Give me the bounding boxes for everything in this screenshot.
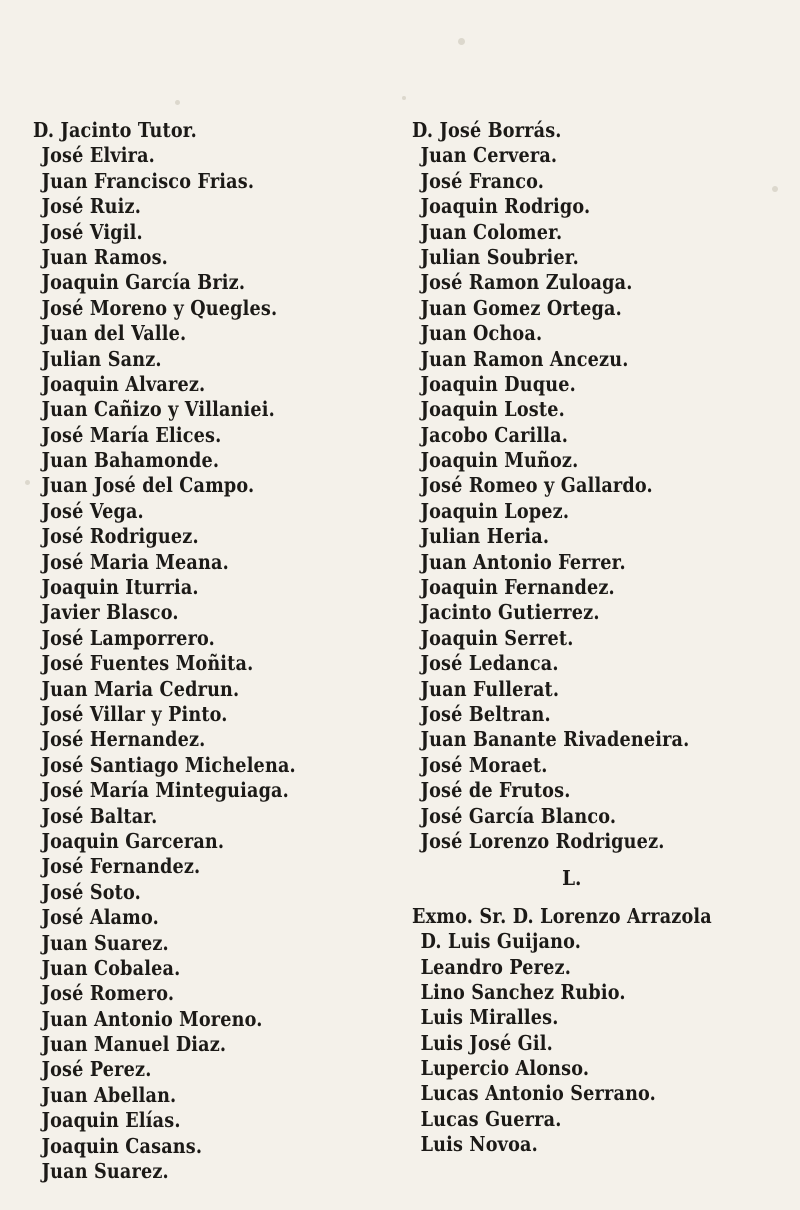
name-entry: José Vega. (41, 498, 144, 523)
name-entry: Julian Heria. (420, 524, 550, 549)
name-entry: José Ruiz. (41, 194, 142, 219)
name-entry: Juan Antonio Moreno. (41, 1006, 263, 1031)
name-entry: José Moraet. (420, 752, 548, 777)
name-entry: Joaquin Casans. (41, 1133, 203, 1158)
name-entry: José Ledanca. (420, 651, 559, 676)
name-entry: Joaquin Muñoz. (420, 448, 579, 473)
name-entry: José Fernandez. (41, 854, 201, 879)
name-entry: Joaquin García Briz. (41, 270, 246, 295)
right-l-names (412, 904, 792, 1158)
name-entry: Juan Fullerat. (420, 676, 560, 701)
paper-speck (25, 480, 30, 485)
name-entry: Joaquin Alvarez. (41, 371, 206, 396)
name-entry: Joaquin Elías. (41, 1108, 181, 1133)
name-entry: José Elvira. (41, 143, 155, 168)
name-entry: Joaquin Fernandez. (420, 575, 615, 600)
name-entry: Julian Soubrier. (420, 244, 579, 269)
name-entry: Juan Cervera. (420, 143, 558, 168)
name-entry: José Baltar. (41, 803, 158, 828)
name-entry: José Fuentes Moñita. (41, 651, 254, 676)
name-entry: Juan Colomer. (420, 219, 563, 244)
paper-speck (402, 96, 406, 100)
name-entry: Luis José Gil. (420, 1030, 553, 1055)
name-entry: Joaquin Loste. (420, 397, 565, 422)
name-entry: Julian Sanz. (41, 346, 162, 371)
name-entry: José Hernandez. (41, 727, 206, 752)
name-entry: Lupercio Alonso. (420, 1056, 590, 1081)
name-entry: Javier Blasco. (41, 600, 179, 625)
name-entry: José Franco. (420, 168, 545, 193)
name-entry: Juan Gomez Ortega. (420, 295, 622, 320)
name-entry: Joaquin Serret. (420, 625, 574, 650)
name-entry: José Ramon Zuloaga. (420, 270, 633, 295)
name-entry: Luis Novoa. (420, 1132, 538, 1157)
name-entry: D. José Borrás. (412, 118, 562, 142)
name-entry: Juan José del Campo. (41, 473, 255, 498)
name-entry: Jacinto Gutierrez. (420, 600, 600, 625)
name-entry: José Moreno y Quegles. (41, 295, 278, 320)
name-entry: Juan Cobalea. (41, 955, 181, 980)
section-heading-l (412, 866, 732, 891)
name-entry: Jacobo Carilla. (420, 422, 569, 447)
right-name-column (412, 118, 792, 1158)
name-entry: Juan del Valle. (41, 321, 187, 346)
name-entry: José María Minteguiaga. (41, 778, 289, 803)
name-entry: José Rodriguez. (41, 524, 199, 549)
name-entry: Juan Manuel Diaz. (41, 1032, 227, 1057)
name-entry: Juan Cañizo y Villaniei. (41, 397, 275, 422)
name-entry: Exmo. Sr. D. Lorenzo Arrazola (412, 903, 712, 928)
name-entry: Juan Bahamonde. (41, 448, 220, 473)
name-entry: Juan Ochoa. (420, 321, 543, 346)
name-entry: Juan Suarez. (41, 930, 169, 955)
name-entry: D. Luis Guijano. (420, 929, 582, 954)
name-entry: José Villar y Pinto. (41, 701, 228, 726)
name-entry: Juan Abellan. (41, 1082, 177, 1107)
name-entry: Juan Ramon Ancezu. (420, 346, 629, 371)
name-entry: Juan Antonio Ferrer. (420, 549, 626, 574)
name-entry: José García Blanco. (420, 803, 617, 828)
name-entry: Joaquin Rodrigo. (420, 194, 591, 219)
paper-speck (458, 38, 465, 45)
section-heading-text: L. (562, 866, 582, 891)
name-entry: José Maria Meana. (41, 549, 229, 574)
name-entry: José Romeo y Gallardo. (420, 473, 653, 498)
name-entry: Joaquin Garceran. (41, 828, 225, 853)
name-entry: Lucas Antonio Serrano. (420, 1081, 656, 1106)
name-entry: José Lamporrero. (41, 625, 215, 650)
name-entry: José Alamo. (41, 905, 159, 930)
name-entry: Lino Sanchez Rubio. (420, 979, 626, 1004)
name-entry: José Lorenzo Rodriguez. (420, 828, 665, 853)
name-entry: Juan Maria Cedrun. (41, 676, 240, 701)
name-entry: Joaquin Iturria. (41, 575, 199, 600)
name-entry: Juan Banante Rivadeneira. (420, 727, 690, 752)
name-entry: José Beltran. (420, 701, 551, 726)
name-entry: Joaquin Lopez. (420, 498, 570, 523)
left-name-column (33, 118, 393, 1184)
name-entry: José Vigil. (41, 219, 143, 244)
name-entry: Juan Ramos. (41, 244, 168, 269)
name-entry: José de Frutos. (420, 778, 571, 803)
name-entry: José Romero. (41, 981, 175, 1006)
name-entry: Leandro Perez. (420, 954, 572, 979)
name-entry: Juan Suarez. (41, 1159, 169, 1184)
name-entry: José Soto. (41, 879, 141, 904)
name-entry: D. Jacinto Tutor. (33, 118, 197, 142)
name-entry: José Santiago Michelena. (41, 752, 296, 777)
right-j-names (412, 118, 792, 854)
name-entry: Juan Francisco Frias. (41, 168, 255, 193)
name-entry: Luis Miralles. (420, 1005, 559, 1030)
name-entry: José Perez. (41, 1057, 152, 1082)
name-entry: Joaquin Duque. (420, 371, 576, 396)
name-entry: José María Elices. (41, 422, 222, 447)
name-entry: Lucas Guerra. (420, 1106, 562, 1131)
paper-speck (175, 100, 180, 105)
